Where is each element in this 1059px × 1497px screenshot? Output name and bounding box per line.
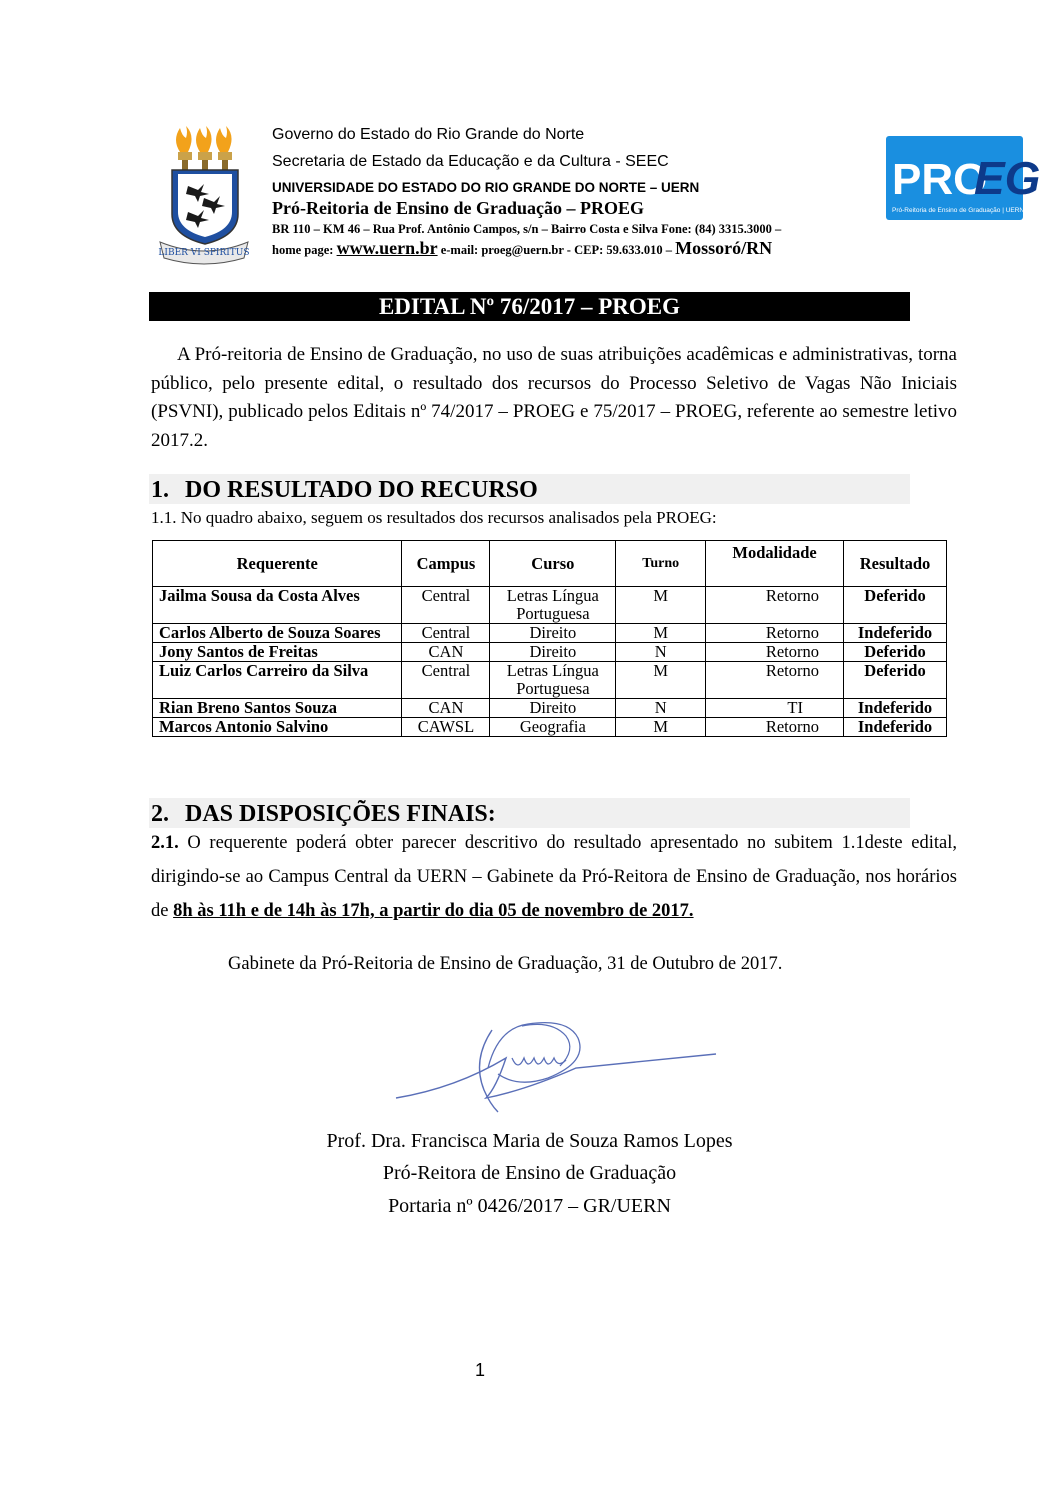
- cell-campus: Central: [402, 662, 490, 699]
- section-2-item-number: 2.1.: [151, 833, 179, 853]
- cell-resultado: Indeferido: [844, 699, 947, 718]
- table-row: [153, 699, 947, 718]
- cell-resultado: Indeferido: [844, 624, 947, 643]
- header-turno: Turno: [616, 541, 706, 587]
- table-row: [153, 662, 947, 699]
- section-2-highlight: 8h às 11h e de 14h às 17h, a partir do dia 05 de novembro de 2017.: [173, 901, 694, 921]
- logo-subtext: Pró-Reitoria de Ensino de Graduação | UERN: [892, 207, 1025, 214]
- header-modalidade: Modalidade: [706, 541, 844, 587]
- cell-modalidade: Retorno: [706, 643, 844, 662]
- homepage-label: home page:: [272, 243, 337, 257]
- header-campus: Campus: [402, 541, 490, 587]
- homepage-link[interactable]: www.uern.br: [336, 238, 438, 258]
- results-table: [152, 540, 947, 737]
- page-number: 1: [474, 1360, 485, 1380]
- cell-modalidade: Retorno: [706, 587, 844, 624]
- header-government: Governo do Estado do Rio Grande do Norte: [272, 126, 585, 143]
- edital-title: EDITAL Nº 76/2017 – PROEG: [149, 292, 910, 321]
- table-row: [153, 587, 947, 624]
- header-secretariat: Secretaria de Estado da Educação e da Cultura - SEEC: [272, 153, 669, 170]
- cell-turno: N: [616, 643, 706, 662]
- cell-campus: CAN: [402, 643, 490, 662]
- signatory-role: Pró-Reitora de Ensino de Graduação: [382, 1162, 677, 1184]
- cell-curso: Direito: [490, 699, 616, 718]
- section-2-heading: [149, 798, 910, 828]
- cell-turno: M: [616, 624, 706, 643]
- header-contact: [272, 238, 772, 259]
- header-city: Mossoró/RN: [675, 238, 773, 258]
- signature-icon: [392, 1018, 718, 1116]
- cell-campus: CAN: [402, 699, 490, 718]
- university-crest-icon: [158, 124, 250, 266]
- cell-requerente: Carlos Alberto de Souza Soares: [153, 624, 402, 643]
- header-address: BR 110 – KM 46 – Rua Prof. Antônio Campos, s/n – Bairro Costa e Silva Fone: (84) 3315.3000 –: [272, 222, 782, 236]
- section-1-title: DO RESULTADO DO RECURSO: [185, 477, 538, 503]
- header-resultado: Resultado: [844, 541, 947, 587]
- logo-eg: EG: [974, 152, 1041, 204]
- signatory-portaria: Portaria nº 0426/2017 – GR/UERN: [388, 1195, 671, 1217]
- cell-requerente: Jony Santos de Freitas: [153, 643, 402, 662]
- header-university: UNIVERSIDADE DO ESTADO DO RIO GRANDE DO NORTE – UERN: [272, 180, 700, 195]
- proeg-logo: [886, 136, 1041, 220]
- section-2-number: 2.: [151, 801, 169, 827]
- cell-curso: Direito: [490, 643, 616, 662]
- cell-turno: M: [616, 587, 706, 624]
- cell-resultado: Indeferido: [844, 718, 947, 737]
- section-1-heading: [149, 474, 910, 504]
- cell-modalidade: Retorno: [706, 718, 844, 737]
- cell-curso: Letras Língua Portuguesa: [490, 587, 616, 624]
- cell-campus: Central: [402, 587, 490, 624]
- cell-requerente: Luiz Carlos Carreiro da Silva: [153, 662, 402, 699]
- cell-curso: Letras Língua Portuguesa: [490, 662, 616, 699]
- logo-pro: PRO: [892, 155, 988, 204]
- cell-resultado: Deferido: [844, 643, 947, 662]
- cell-campus: CAWSL: [402, 718, 490, 737]
- cell-resultado: Deferido: [844, 662, 947, 699]
- cell-curso: Geografia: [490, 718, 616, 737]
- cell-modalidade: Retorno: [706, 624, 844, 643]
- cell-campus: Central: [402, 624, 490, 643]
- cell-resultado: Deferido: [844, 587, 947, 624]
- table-row: [153, 624, 947, 643]
- signatory-name: Prof. Dra. Francisca Maria de Souza Ramos Lopes: [326, 1130, 733, 1152]
- cell-requerente: Marcos Antonio Salvino: [153, 718, 402, 737]
- section-2-paragraph: [151, 826, 957, 928]
- header-curso: Curso: [490, 541, 616, 587]
- intro-paragraph: A Pró-reitoria de Ensino de Graduação, no uso de suas atribuições acadêmicas e administrativas, torna público, pelo presente edital, o resultado dos recursos do Processo Seletivo de Vagas Não Iniciais (PSVNI), publicado pelos Editais nº 74/2017 – PROEG e 75/2017 – PROEG, referente ao semestre letivo 2017.2.: [151, 344, 957, 451]
- cell-requerente: Rian Breno Santos Souza: [153, 699, 402, 718]
- table-row: [153, 718, 947, 737]
- date-line: Gabinete da Pró-Reitoria de Ensino de Graduação, 31 de Outubro de 2017.: [228, 954, 783, 974]
- section-1-subitem: 1.1. No quadro abaixo, seguem os resultados dos recursos analisados pela PROEG:: [151, 508, 717, 527]
- header-requerente: Requerente: [153, 541, 402, 587]
- cell-modalidade: Retorno: [706, 662, 844, 699]
- email-cep: e-mail: proeg@uern.br - CEP: 59.633.010 –: [437, 243, 676, 257]
- table-header-row: [153, 541, 947, 587]
- section-1-number: 1.: [151, 477, 169, 503]
- table-row: [153, 643, 947, 662]
- cell-modalidade: TI: [706, 699, 844, 718]
- crest-motto: LIBER VI SPIRITUS: [158, 248, 250, 258]
- header-proeg: Pró-Reitoria de Ensino de Graduação – PROEG: [272, 198, 644, 218]
- cell-turno: M: [616, 718, 706, 737]
- section-2-title: DAS DISPOSIÇÕES FINAIS:: [185, 801, 496, 827]
- cell-turno: N: [616, 699, 706, 718]
- section-2-text: O requerente poderá obter parecer descritivo do resultado apresentado no subitem 1.1deste edital, dirigindo-se ao Campus Central da UERN – Gabinete da Pró-Reitora de Ensino de Graduação, nos horários de: [151, 833, 957, 921]
- cell-requerente: Jailma Sousa da Costa Alves: [153, 587, 402, 624]
- cell-turno: M: [616, 662, 706, 699]
- cell-curso: Direito: [490, 624, 616, 643]
